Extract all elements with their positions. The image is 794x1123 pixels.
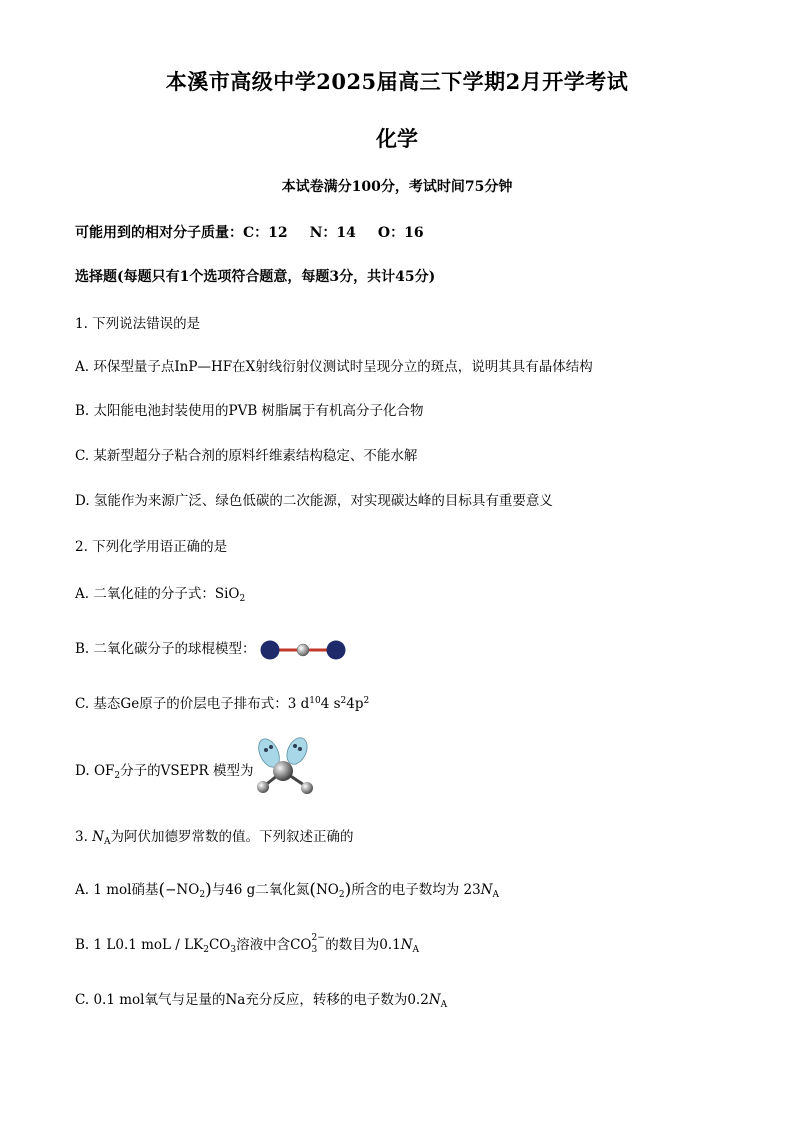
sio2-formula: SiO$_2$ bbox=[214, 586, 246, 604]
q1-option-b: B. 太阳能电池封装使用的PVB 树脂属于有机高分子化合物 bbox=[75, 403, 424, 419]
q1-option-a: A. 环保型量子点InP—HF在X射线衍射仪测试时呈现分立的斑点，说明其具有晶体结构 bbox=[75, 359, 593, 375]
q2-option-b: B. 二氧化碳分子的球棍模型： bbox=[75, 637, 346, 662]
mass-o: O：16 bbox=[377, 225, 424, 241]
na-symbol: $N_A$ bbox=[92, 829, 111, 847]
ge-configuration: 3 $d^{10}4$ $s^24p^2$ bbox=[287, 696, 370, 712]
q2-option-d: D. $OF_2$分子的VSEPR 模型为 bbox=[75, 763, 254, 781]
of2-formula: $OF_2$ bbox=[93, 763, 121, 781]
of2-vsepr-model-icon bbox=[253, 737, 319, 799]
q3-option-b: B. 1 L0.1 moL / $LK_2CO_3$溶液中含$CO_3$ 2− 的数目为$0.1N_A$ bbox=[75, 933, 420, 955]
exam-title: 本溪市高级中学2025届高三下学期2月开学考试 bbox=[165, 69, 629, 94]
q1-stem: 1. 下列说法错误的是 bbox=[75, 316, 201, 332]
q3-option-c: C. 0.1 mol氧气与足量的Na充分反应，转移的电子数为$0.2N_A$ bbox=[75, 992, 448, 1010]
subject-title: 化学 bbox=[376, 126, 418, 151]
section-heading: 选择题(每题只有1个选项符合题意，每题3分，共计45分) bbox=[75, 269, 436, 285]
exam-info: 本试卷满分100分，考试时间75分钟 bbox=[281, 179, 513, 195]
mass-c: C：12 bbox=[243, 225, 288, 241]
q3-option-a: A. 1 mol硝基$(-NO_2)$与46 g二氧化氮$(NO_2)$所含的电子数均为 $23N_A$ bbox=[75, 880, 500, 900]
q2-stem: 2. 下列化学用语正确的是 bbox=[75, 539, 228, 555]
q2-option-c: C. 基态Ge原子的价层电子排布式：3 $d^{10}4$ $s^24p^2$ bbox=[75, 696, 370, 712]
mass-n: N：14 bbox=[309, 225, 356, 241]
co2-ball-stick-model-icon bbox=[260, 638, 346, 662]
relative-mass-line bbox=[75, 222, 424, 242]
q1-option-c: C. 某新型超分子粘合剂的原料纤维素结构稳定、不能水解 bbox=[75, 448, 418, 464]
q1-option-d: D. 氢能作为来源广泛、绿色低碳的二次能源，对实现碳达峰的目标具有重要意义 bbox=[75, 493, 553, 509]
q3-stem: 3. $N_A$为阿伏加德罗常数的值。下列叙述正确的 bbox=[75, 829, 354, 847]
q2-option-a: A. 二氧化硅的分子式：SiO$_2$ bbox=[75, 586, 246, 604]
relative-mass-label: 可能用到的相对分子质量： bbox=[75, 225, 243, 241]
